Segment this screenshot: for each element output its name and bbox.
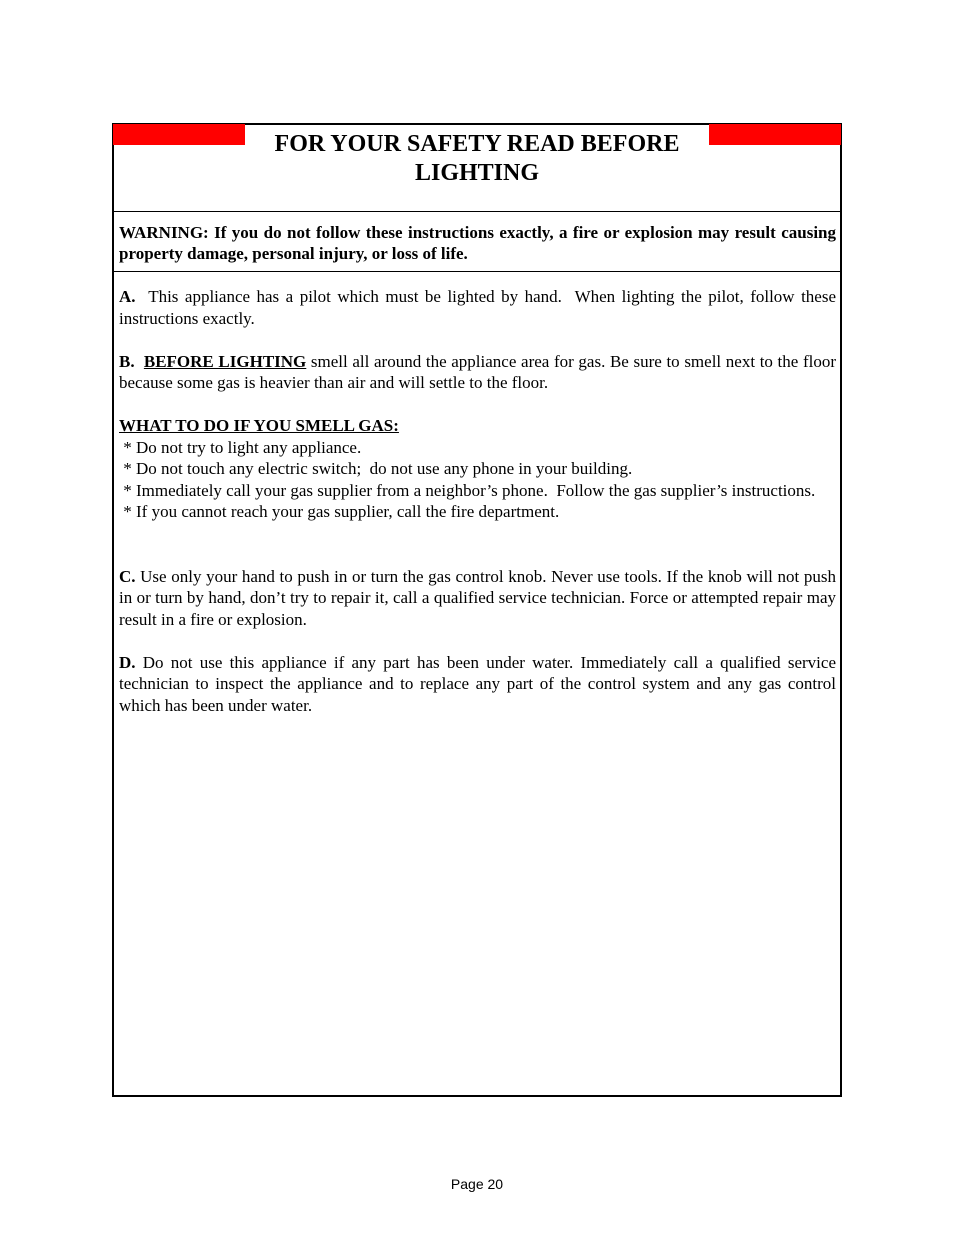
instruction-a-text: This appliance has a pilot which must be lighted by hand. When lighting the pilot, follow these instructions exactly. xyxy=(119,287,841,328)
smell-gas-item: * Do not touch any electric switch; do not use any phone in your building. xyxy=(119,459,633,478)
instructions xyxy=(119,286,841,716)
instruction-a-label: A. xyxy=(119,287,136,306)
instruction-d xyxy=(119,652,836,717)
title-section xyxy=(114,125,840,212)
instruction-c-text: Use only your hand to push in or turn the gas control knob. Never use tools. If the knob will not push in or turn by hand, don’t try to repair it, call a qualified service technician. Force or attempted repair may result in a fire or explosion. xyxy=(119,566,836,629)
title-line-2: LIGHTING xyxy=(414,160,540,186)
instruction-c xyxy=(119,566,836,631)
smell-gas-item: * Immediately call your gas supplier from a neighbor’s phone. Follow the gas supplier’s instructions. xyxy=(119,480,816,500)
instruction-d-text: Do not use this appliance if any part has been under water. Immediately call a qualified service technician to inspect the appliance and to replace any part of the control system and any gas control which has been under water. xyxy=(119,652,836,715)
warning-section xyxy=(114,212,840,272)
smell-gas-item: * If you cannot reach your gas supplier, call the fire department. xyxy=(119,502,560,521)
smell-gas-heading xyxy=(119,415,836,437)
instruction-b-label: B. xyxy=(119,351,135,371)
instruction-d-label: D. xyxy=(119,652,136,672)
instruction-b xyxy=(119,351,836,394)
smell-gas-heading-text: WHAT TO DO IF YOU SMELL GAS: xyxy=(119,416,399,435)
title-line-1: FOR YOUR SAFETY READ BEFORE xyxy=(274,131,680,157)
instruction-a xyxy=(119,286,841,329)
page-number: Page 20 xyxy=(450,1176,504,1192)
page-title xyxy=(246,130,708,188)
instruction-c-label: C. xyxy=(119,566,136,586)
smell-gas-item: * Do not try to light any appliance. xyxy=(119,437,362,457)
safety-box xyxy=(112,123,842,1097)
instruction-b-heading: BEFORE LIGHTING xyxy=(143,351,307,371)
instruction-b-text: smell all around the appliance area for gas. Be sure to smell next to the floor because some gas is heavier than air and will settle to the floor. xyxy=(119,351,837,392)
warning-text: WARNING: If you do not follow these instructions exactly, a fire or explosion may result causing property damage, personal injury, or loss of life. xyxy=(119,223,836,263)
